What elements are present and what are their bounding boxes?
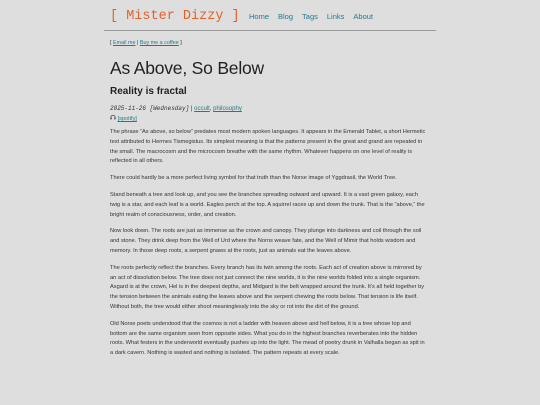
paragraph: There could hardly be a more perfect living symbol for that truth than the Norse image of Yggdrasil, the World Tree.	[110, 175, 397, 182]
contact-bar	[110, 40, 428, 46]
nav-about[interactable]: About	[353, 12, 373, 21]
post-body	[110, 128, 428, 366]
spotify-link[interactable]: [spotify]	[117, 116, 137, 122]
separator: |	[135, 40, 140, 46]
post-title: As Above, So Below	[110, 58, 264, 78]
nav-links[interactable]: Links	[326, 12, 345, 21]
paragraph: Old Norse poets understood that the cosmos is not a ladder with heaven above and hell below, it is a tree whose top and bottom are the same organism seen from opposite sides. What you do in the highest branches reverberates into the hidden roots. What festers in the underworld eventually pushes up into the light. The mead of poetry drunk in Valhalla began as spit in a dark cavern. Nothing is wasted and nothing is isolated. The pattern repeats at every scale.	[110, 320, 425, 357]
tag-separator: ,	[209, 106, 214, 112]
bracket-close: ]	[178, 40, 182, 46]
paragraph: The phrase “As above, so below” predates most modern spoken languages. It appears in the Emerald Tablet, a short Hermetic text attributed to Hermes Tismegistus. Its simplest meaning is that the patterns present in the great and grand are repeated in the small. The macrocosm and the microcosm breathe with the same rhythm. Whatever happens on one level of reality is reflected in all others.	[110, 129, 426, 165]
post-subtitle: Reality is fractal	[110, 86, 187, 97]
nav-blog[interactable]: Blog	[278, 12, 294, 21]
post-date: 2025-11-26 [Wednesday]	[110, 105, 190, 112]
paragraph: Now look down. The roots are just as immense as the crown and canopy. They plunge into darkness and coil through the soil and stone. They drink deep from the Well of Urd where the Norns weave fate, and the Well of Mimir that holds wisdom and memory. In those deep roots, a serpent gnaws at the roots, just as animals eat the leaves above.	[110, 228, 422, 254]
site-header	[104, 6, 436, 31]
paragraph: The roots perfectly reflect the branches. Every branch has its twin among the roots. Each act of creation above is mirrored by an act of dissolution below. The tree does not just connect the nine worlds, it is the nine worlds folded into a single organism. Asgard is at the crown, Hel is in the deepest depths, and Midgard is the belt wrapped around the trunk. It’s all held together by the tension between the animals eating the leaves above and the serpent chewing the roots below. That tension is life itself. Without both, the tree would either shoot meaninglessly into the sky or rot into the dirt of the ground.	[110, 264, 425, 310]
post-content	[110, 40, 428, 357]
meta-separator: |	[189, 106, 195, 112]
coffee-link[interactable]: Buy me a coffee	[139, 40, 179, 46]
paragraph: Stand beneath a tree and look up, and you see the branches spreading outward and upward. It is a vast green galaxy, each twig is a star, and each leaf is a world. Eagles perch at the top. A squirrel races up and down the trunk. That is the “above,” the bright realm of consciousness, order, and creation.	[110, 191, 425, 218]
main-nav	[249, 12, 373, 21]
post-meta	[110, 105, 242, 112]
email-link[interactable]: Email me	[113, 40, 136, 46]
podcast-link-row	[110, 114, 137, 122]
nav-tags[interactable]: Tags	[302, 12, 318, 21]
tag-occult[interactable]: occult	[194, 106, 210, 112]
tag-philosophy[interactable]: philosophy	[213, 106, 242, 112]
headphones-icon	[110, 114, 116, 122]
site-logo[interactable]: [ Mister Dizzy ]	[110, 9, 240, 24]
nav-home[interactable]: Home	[249, 12, 270, 21]
bracket-open: [	[110, 40, 113, 46]
